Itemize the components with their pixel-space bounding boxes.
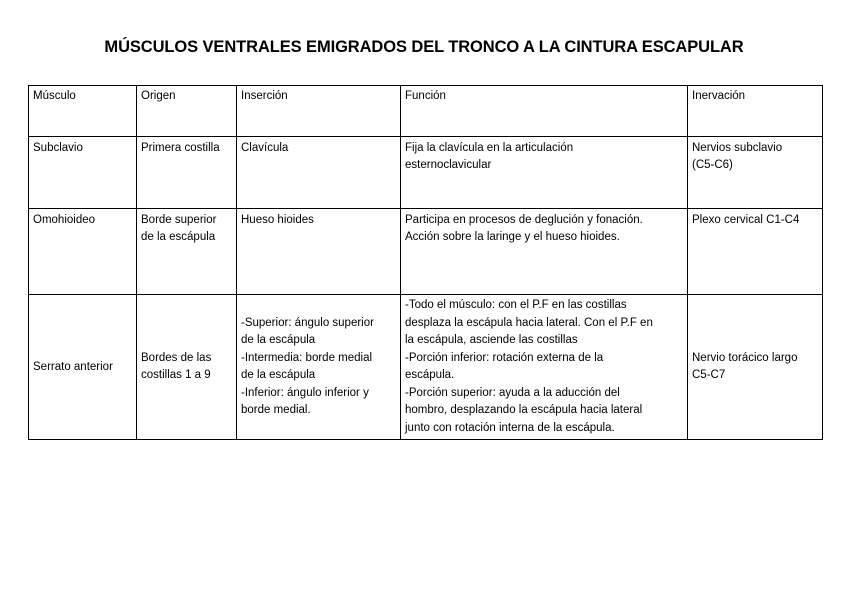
cell-insercion: Clavícula <box>237 137 401 209</box>
cell-insercion: Hueso hioides <box>237 209 401 295</box>
cell-inervacion: Plexo cervical C1-C4 <box>688 209 823 295</box>
cell-musculo: Subclavio <box>29 137 137 209</box>
header-inervacion: Inervación <box>688 86 823 137</box>
header-musculo: Músculo <box>29 86 137 137</box>
cell-insercion: -Superior: ángulo superior de la escápula -Intermedia: borde medial de la escápula -Inferior: ángulo inferior y borde medial. <box>237 295 401 440</box>
cell-origen: Primera costilla <box>137 137 237 209</box>
cell-funcion: Participa en procesos de deglución y fonación. Acción sobre la laringe y el hueso hioides. <box>401 209 688 295</box>
table-row <box>29 295 823 440</box>
table-header-row <box>29 86 823 137</box>
muscles-table <box>28 85 823 440</box>
cell-musculo: Omohioideo <box>29 209 137 295</box>
table-row <box>29 209 823 295</box>
cell-funcion: -Todo el músculo: con el P.F en las costillas desplaza la escápula hacia lateral. Con el P.F en la escápula, asciende las costillas -Porción inferior: rotación externa de la escápula. -Porción superior: ayuda a la aducción del hombro, desplazando la escápula hacia lateral junto con rotación interna de la escápula. <box>401 295 688 440</box>
table-row <box>29 137 823 209</box>
cell-origen: Bordes de las costillas 1 a 9 <box>137 295 237 440</box>
header-funcion: Función <box>401 86 688 137</box>
header-insercion: Inserción <box>237 86 401 137</box>
cell-inervacion: Nervios subclavio (C5-C6) <box>688 137 823 209</box>
cell-inervacion: Nervio torácico largo C5-C7 <box>688 295 823 440</box>
cell-musculo: Serrato anterior <box>29 295 137 440</box>
header-origen: Origen <box>137 86 237 137</box>
page-title: MÚSCULOS VENTRALES EMIGRADOS DEL TRONCO A LA CINTURA ESCAPULAR <box>104 38 744 56</box>
cell-funcion: Fija la clavícula en la articulación esternoclavicular <box>401 137 688 209</box>
cell-origen: Borde superior de la escápula <box>137 209 237 295</box>
